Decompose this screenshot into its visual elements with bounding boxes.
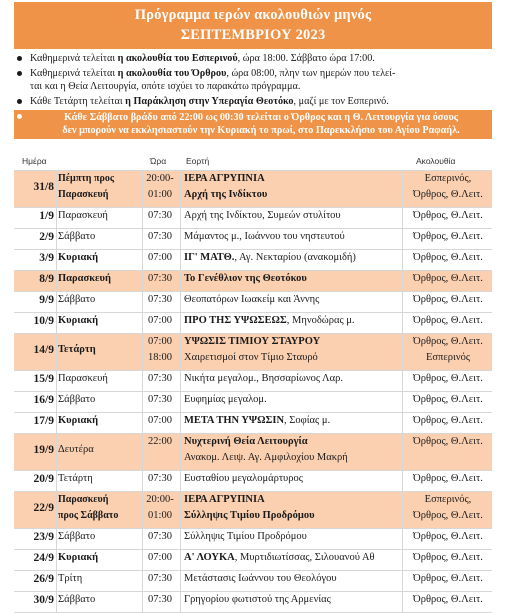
column-divider — [142, 334, 143, 370]
table-row — [14, 392, 492, 413]
row-service: Όρθρος, Θ.Λειτ. — [413, 552, 483, 563]
table-row — [14, 492, 492, 529]
row-service: Όρθρος, Θ.Λειτ. — [413, 473, 483, 484]
column-divider — [180, 434, 181, 470]
table-header — [14, 156, 492, 168]
note-text: Καθημερινά τελείται — [30, 68, 118, 79]
column-divider — [142, 271, 143, 291]
row-feast: ΥΨΩΣΙΣ ΤΙΜΙΟΥ ΣΤΑΥΡΟΥ — [184, 336, 321, 347]
column-divider — [56, 492, 57, 528]
row-date: 1/9 — [39, 210, 54, 222]
note-text: , ώρα 18:00. Σάββατο ώρα 17:00. — [237, 53, 375, 64]
row-date: 31/8 — [33, 181, 54, 193]
row-day: Παρασκευή — [58, 494, 109, 505]
row-time: 20:00- — [146, 494, 174, 505]
note-text: η ακολουθία του Όρθρου — [117, 68, 227, 79]
column-divider — [402, 571, 403, 591]
column-divider — [56, 171, 57, 207]
table-row — [14, 271, 492, 292]
table-row — [14, 471, 492, 492]
column-divider — [56, 292, 57, 312]
column-divider — [142, 371, 143, 391]
column-divider — [402, 413, 403, 433]
table-row — [14, 313, 492, 334]
row-day: Τετάρτη — [58, 473, 93, 484]
row-service: Όρθρος, Θ.Λειτ. — [413, 189, 483, 200]
row-time: 07:00 — [148, 252, 172, 263]
row-day: Σάββατο — [58, 231, 96, 242]
note-item — [14, 95, 492, 108]
column-divider — [142, 529, 143, 549]
row-service: Όρθρος, Θ.Λειτ. — [413, 252, 483, 263]
row-time: 07:30 — [148, 294, 172, 305]
column-divider — [180, 413, 181, 433]
row-time: 07:30 — [148, 531, 172, 542]
column-divider — [56, 592, 57, 612]
column-divider — [402, 271, 403, 291]
row-date: 30/9 — [33, 594, 54, 606]
page-subtitle: ΣΕΠΤΕΜΒΡΙΟΥ 2023 — [180, 27, 326, 43]
row-service: Όρθρος, Θ.Λειτ. — [413, 436, 483, 447]
column-divider — [402, 229, 403, 249]
row-date: 9/9 — [39, 294, 54, 306]
row-service: Εσπερινός — [425, 352, 470, 363]
notes-list — [14, 52, 492, 141]
column-divider — [180, 571, 181, 591]
row-feast: Αρχή της Ινδίκτου — [184, 189, 268, 200]
row-time: 07:30 — [148, 573, 172, 584]
row-date: 16/9 — [33, 394, 54, 406]
column-divider — [402, 313, 403, 333]
bullet-icon — [17, 114, 22, 119]
column-divider — [142, 492, 143, 528]
column-divider — [142, 229, 143, 249]
note-text: η Παράκληση στην Υπεραγία Θεοτόκο — [125, 96, 294, 107]
row-time: 07:00 — [148, 315, 172, 326]
col-service-header: Ακολουθία — [416, 156, 456, 166]
row-time: 07:30 — [148, 273, 172, 284]
row-day: Τρίτη — [58, 573, 83, 584]
row-service: Εσπερινός, — [424, 173, 472, 184]
column-divider — [402, 592, 403, 612]
row-service: Όρθρος, Θ.Λειτ. — [413, 415, 483, 426]
row-service: Όρθρος, Θ.Λειτ. — [413, 231, 483, 242]
row-date: 3/9 — [39, 252, 54, 264]
table-row — [14, 292, 492, 313]
row-feast-part: ΙΓ' ΜΑΤΘ. — [184, 252, 235, 263]
note-text: , ώρα 08:00, πλην των ημερών που τελεί- — [226, 68, 396, 79]
col-time-header: Ώρα — [150, 156, 167, 166]
column-divider — [180, 550, 181, 570]
row-date: 23/9 — [33, 531, 54, 543]
table-row — [14, 592, 492, 613]
table-row — [14, 371, 492, 392]
column-divider — [402, 471, 403, 491]
column-divider — [56, 208, 57, 228]
row-service: Όρθρος, Θ.Λειτ. — [413, 373, 483, 384]
row-feast: Θεοπατόρων Ιωακείμ και Άννης — [184, 294, 320, 305]
row-day: Παρασκευή — [58, 189, 109, 200]
row-day: Σάββατο — [58, 294, 96, 305]
row-date: 8/9 — [39, 273, 54, 285]
row-feast-part: , Μυρτιδιωτίσσας, Σιλουανού Αθ — [234, 552, 375, 563]
note-text: Καθημερινά τελείται — [30, 53, 118, 64]
row-feast-part: , Αγ. Νεκταρίου (ανακομιδή) — [234, 252, 356, 263]
row-time: 07:30 — [148, 473, 172, 484]
row-feast-part: ΠΡΟ ΤΗΣ ΥΨΩΣΕΩΣ — [184, 315, 287, 326]
table-row — [14, 413, 492, 434]
row-service: Όρθρος, Θ.Λειτ. — [413, 394, 483, 405]
row-date: 10/9 — [33, 315, 54, 327]
row-time: 07:30 — [148, 210, 172, 221]
row-day: Κυριακή — [58, 252, 99, 263]
column-divider — [180, 334, 181, 370]
column-divider — [180, 592, 181, 612]
row-feast: Ανακομ. Λειψ. Αγ. Αμφιλοχίου Μακρή — [184, 452, 348, 463]
table-row — [14, 229, 492, 250]
row-service: Όρθρος, Θ.Λειτ. — [413, 594, 483, 605]
column-divider — [180, 292, 181, 312]
row-time: 01:00 — [148, 189, 172, 200]
row-service: Όρθρος, Θ.Λειτ. — [413, 531, 483, 542]
row-day: Κυριακή — [58, 315, 99, 326]
row-day: Δευτέρα — [58, 444, 94, 455]
note-text: Κάθε Τετάρτη τελείται — [30, 96, 126, 107]
row-service: Εσπερινός, — [424, 494, 472, 505]
row-feast: ΙΕΡΑ ΑΓΡΥΠΝΙΑ — [184, 494, 265, 505]
row-date: 15/9 — [33, 373, 54, 385]
row-day: Πέμπτη προς — [58, 173, 115, 184]
row-feast — [184, 415, 420, 426]
row-time: 07:00 — [148, 415, 172, 426]
column-divider — [56, 229, 57, 249]
schedule-table — [14, 170, 492, 613]
column-divider — [56, 271, 57, 291]
table-row — [14, 334, 492, 371]
row-date: 17/9 — [33, 415, 54, 427]
row-service: Όρθρος, Θ.Λειτ. — [413, 294, 483, 305]
column-divider — [180, 392, 181, 412]
row-service: Όρθρος, Θ.Λειτ. — [413, 336, 483, 347]
row-day: Κυριακή — [58, 552, 99, 563]
row-date: 24/9 — [33, 552, 54, 564]
row-service: Όρθρος, Θ.Λειτ. — [413, 510, 483, 521]
table-row — [14, 529, 492, 550]
column-divider — [142, 592, 143, 612]
row-time: 20:00- — [146, 173, 174, 184]
row-feast: Χαιρετισμοί στον Τίμιο Σταυρό — [184, 352, 318, 363]
row-feast: Μετάστασις Ιωάννου του Θεολόγου — [184, 573, 337, 584]
row-feast — [184, 552, 420, 563]
row-feast — [184, 315, 420, 326]
column-divider — [402, 529, 403, 549]
column-divider — [402, 250, 403, 270]
note-text: , μαζί με τον Εσπερινό. — [293, 96, 389, 107]
column-divider — [180, 229, 181, 249]
row-feast: Σύλληψις Τιμίου Προδρόμου — [184, 531, 307, 542]
row-feast: Μάμαντος μ., Ιωάννου του νηστευτού — [184, 231, 345, 242]
row-time: 07:30 — [148, 594, 172, 605]
row-feast: Σύλληψις Τιμίου Προδρόμου — [184, 510, 315, 521]
row-day: προς Σάββατο — [58, 510, 119, 521]
column-divider — [56, 392, 57, 412]
column-divider — [402, 292, 403, 312]
row-feast: Νυχτερινή Θεία Λειτουργία — [184, 436, 308, 447]
column-divider — [402, 492, 403, 528]
row-service: Όρθρος, Θ.Λειτ. — [413, 210, 483, 221]
col-date-header: Ημέρα — [22, 156, 47, 166]
row-time: 07:00 — [148, 552, 172, 563]
column-divider — [180, 471, 181, 491]
column-divider — [402, 208, 403, 228]
row-date: 2/9 — [39, 231, 54, 243]
column-divider — [180, 371, 181, 391]
row-day: Κυριακή — [58, 415, 99, 426]
row-feast: Νικήτα μεγαλομ., Βησσαρίωνος Λαρ. — [184, 373, 344, 384]
table-row — [14, 208, 492, 229]
note-text: η ακολουθία του Εσπερινού — [117, 53, 238, 64]
row-service: Όρθρος, Θ.Λειτ. — [413, 573, 483, 584]
bullet-icon — [17, 99, 22, 104]
row-feast: Γρηγορίου φωτιστού της Αρμενίας — [184, 594, 331, 605]
column-divider — [142, 571, 143, 591]
column-divider — [402, 334, 403, 370]
row-feast-part: ΜΕΤΑ ΤΗΝ ΥΨΩΣΙΝ — [184, 415, 285, 426]
row-day: Τετάρτη — [58, 344, 96, 355]
col-feast-header: Εορτή — [186, 156, 210, 166]
column-divider — [56, 413, 57, 433]
table-row — [14, 550, 492, 571]
note-item — [14, 110, 492, 139]
column-divider — [180, 171, 181, 207]
row-feast-part: , Μηνοδώρας μ. — [286, 315, 355, 326]
row-time: 07:30 — [148, 231, 172, 242]
note-text: Κάθε Σάββατο βράδυ από 22:00 ως 00:30 τελείται ο Όρθρος και η Θ. Λειτουργία για όσους — [63, 112, 459, 123]
column-divider — [402, 434, 403, 470]
row-service: Όρθρος, Θ.Λειτ. — [413, 273, 483, 284]
row-service: Όρθρος, Θ.Λειτ. — [413, 315, 483, 326]
column-divider — [56, 334, 57, 370]
column-divider — [142, 471, 143, 491]
note-text: δεν μπορούν να εκκλησιαστούν την Κυριακή το πρωί, στο Παρεκκλήσιο του Αγίου Ραφαήλ. — [62, 125, 460, 136]
row-time: 01:00 — [148, 510, 172, 521]
column-divider — [142, 392, 143, 412]
row-day: Σάββατο — [58, 594, 96, 605]
column-divider — [56, 434, 57, 470]
row-time: 07:30 — [148, 394, 172, 405]
table-row — [14, 250, 492, 271]
column-divider — [142, 208, 143, 228]
row-feast: Ευφημίας μεγαλομ. — [184, 394, 267, 405]
row-time: 07:00 — [148, 336, 172, 347]
row-feast: Ευσταθίου μεγαλομάρτυρος — [184, 473, 303, 484]
note-text: ται και η Θεία Λειτουργία, οπότε ισχύει το παρακάτω πρόγραμμα. — [30, 81, 301, 92]
column-divider — [142, 413, 143, 433]
row-feast-part: Α' ΛΟΥΚΑ — [184, 552, 235, 563]
column-divider — [402, 171, 403, 207]
column-divider — [402, 371, 403, 391]
row-date: 20/9 — [33, 473, 54, 485]
row-feast — [184, 252, 420, 263]
row-day: Παρασκευή — [58, 373, 108, 384]
note-item — [14, 67, 492, 93]
row-day: Παρασκευή — [58, 210, 108, 221]
column-divider — [56, 371, 57, 391]
column-divider — [180, 492, 181, 528]
page-title: Πρόγραμμα ιερών ακολουθιών μηνός — [134, 7, 372, 23]
row-feast: Το Γενέθλιον της Θεοτόκου — [184, 273, 307, 284]
column-divider — [142, 313, 143, 333]
column-divider — [180, 529, 181, 549]
column-divider — [180, 208, 181, 228]
column-divider — [402, 392, 403, 412]
column-divider — [180, 313, 181, 333]
column-divider — [56, 471, 57, 491]
row-date: 14/9 — [33, 344, 54, 356]
table-row — [14, 170, 492, 208]
column-divider — [56, 250, 57, 270]
column-divider — [142, 550, 143, 570]
row-date: 19/9 — [33, 444, 54, 456]
column-divider — [56, 313, 57, 333]
page-header — [14, 2, 492, 49]
column-divider — [56, 571, 57, 591]
row-feast: ΙΕΡΑ ΑΓΡΥΠΝΙΑ — [184, 173, 265, 184]
bullet-icon — [17, 56, 22, 61]
row-date: 22/9 — [33, 502, 54, 514]
column-divider — [402, 550, 403, 570]
column-divider — [56, 529, 57, 549]
column-divider — [142, 292, 143, 312]
row-day: Σάββατο — [58, 531, 96, 542]
column-divider — [142, 434, 143, 470]
row-time: 07:30 — [148, 373, 172, 384]
row-date: 26/9 — [33, 573, 54, 585]
column-divider — [180, 250, 181, 270]
row-time: 18:00 — [148, 352, 172, 363]
bullet-icon — [17, 71, 22, 76]
column-divider — [142, 250, 143, 270]
table-row — [14, 571, 492, 592]
column-divider — [142, 171, 143, 207]
column-divider — [180, 271, 181, 291]
column-divider — [56, 550, 57, 570]
note-item — [14, 52, 492, 65]
row-feast-part: , Σοφίας μ. — [284, 415, 331, 426]
row-time: 22:00 — [148, 436, 172, 447]
row-day: Σάββατο — [58, 394, 96, 405]
table-row — [14, 434, 492, 471]
row-day: Παρασκευή — [58, 273, 111, 284]
row-feast: Αρχή της Ινδίκτου, Συμεών στυλίτου — [184, 210, 341, 221]
